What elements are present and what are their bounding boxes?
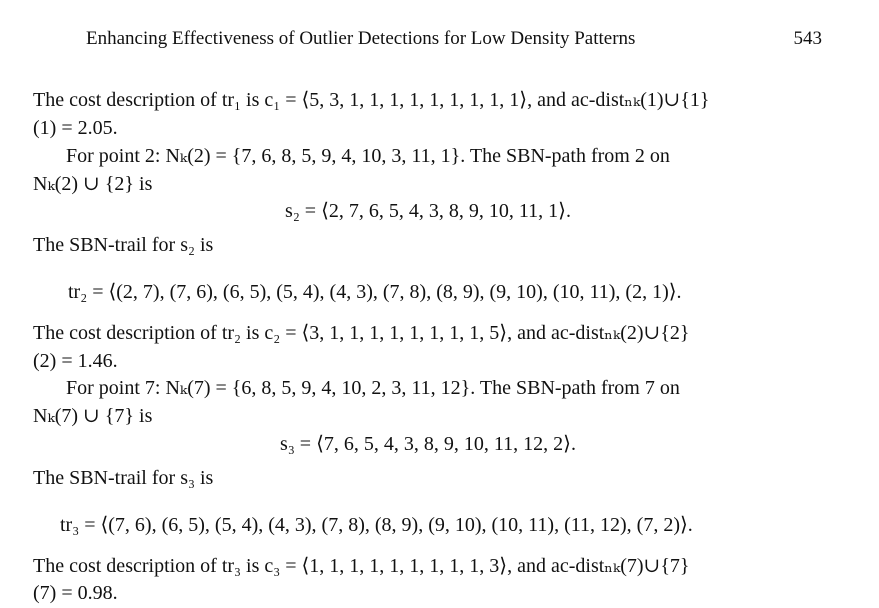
running-title: Enhancing Effectiveness of Outlier Detections for Low Density Patterns [86, 28, 636, 49]
text-line-1: The cost description of tr₁ is c₁ = ⟨5, 3, 1, 1, 1, 1, 1, 1, 1, 1, 1⟩, and ac-distₙₖ(1)∪{1} [33, 89, 710, 111]
text-line-2: (1) = 2.05. [33, 117, 118, 139]
text-line-9: (2) = 1.46. [33, 350, 118, 372]
running-header [86, 28, 822, 50]
text-line-15: The cost description of tr₃ is c₃ = ⟨1, 1, 1, 1, 1, 1, 1, 1, 1, 3⟩, and ac-distₙₖ(7)∪{7} [33, 555, 690, 577]
page-number: 543 [793, 28, 822, 49]
equation-tr3: tr₃ = ⟨(7, 6), (6, 5), (5, 4), (4, 3), (7, 8), (8, 9), (9, 10), (10, 11), (11, 12), (7, 2)⟩. [60, 514, 693, 536]
text-line-4: Nₖ(2) ∪ {2} is [33, 173, 153, 195]
text-line-3: For point 2: Nₖ(2) = {7, 6, 8, 5, 9, 4, 10, 3, 11, 1}. The SBN-path from 2 on [66, 145, 670, 167]
equation-s2: s₂ = ⟨2, 7, 6, 5, 4, 3, 8, 9, 10, 11, 1⟩. [285, 200, 571, 222]
text-line-16: (7) = 0.98. [33, 582, 118, 604]
text-line-11: Nₖ(7) ∪ {7} is [33, 405, 153, 427]
text-line-6: The SBN-trail for s₂ is [33, 234, 214, 256]
text-line-13: The SBN-trail for s₃ is [33, 467, 214, 489]
text-line-10: For point 7: Nₖ(7) = {6, 8, 5, 9, 4, 10, 2, 3, 11, 12}. The SBN-path from 7 on [66, 377, 680, 399]
equation-tr2: tr₂ = ⟨(2, 7), (7, 6), (6, 5), (5, 4), (4, 3), (7, 8), (8, 9), (9, 10), (10, 11), (2, 1)⟩. [68, 281, 682, 303]
equation-s3: s₃ = ⟨7, 6, 5, 4, 3, 8, 9, 10, 11, 12, 2⟩. [280, 433, 576, 455]
text-line-8: The cost description of tr₂ is c₂ = ⟨3, 1, 1, 1, 1, 1, 1, 1, 1, 5⟩, and ac-distₙₖ(2)∪{2} [33, 322, 690, 344]
